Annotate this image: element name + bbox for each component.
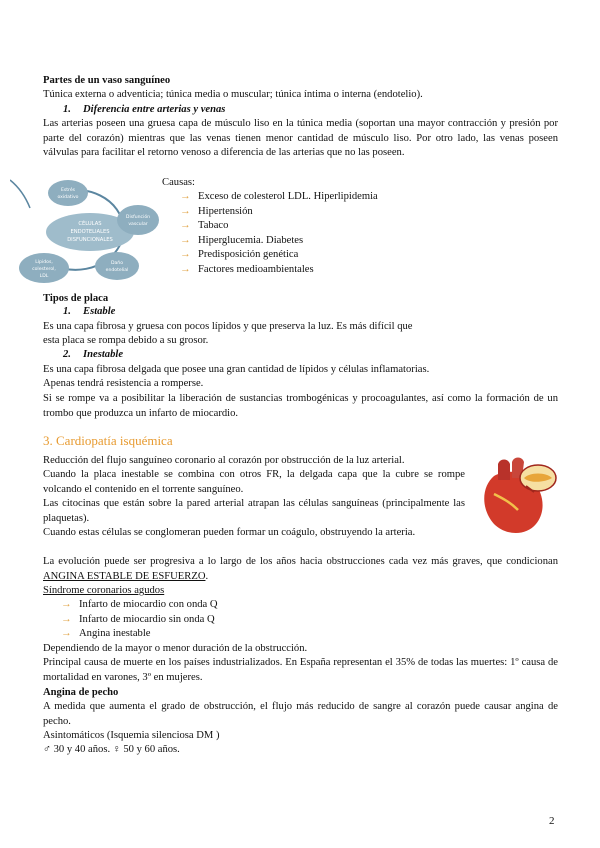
inestable-line-1: Es una capa fibrosa delgada que posee una gran cantidad de lípidos y células inflamatorias. <box>43 364 430 375</box>
bubble-top <box>48 180 88 206</box>
cardio-paragraph-2: Cuando la placa inestable se combina con otros FR, la delgada capa que la cubre se rompe volcando el contenido en el torrente sanguíneo. <box>43 469 465 495</box>
sindrome-list <box>43 598 558 642</box>
estable-title: Estable <box>83 306 116 317</box>
arrow-icon: → <box>180 263 191 275</box>
bubble-right-text-2: vascular <box>128 222 148 227</box>
arrow-icon: → <box>61 628 72 640</box>
endothelial-dysfunction-diagram <box>10 178 160 283</box>
sindrome-heading: Síndrome coronarios agudos <box>43 585 165 596</box>
estable-number: 1. <box>63 306 71 317</box>
placa-heading: Tipos de placa <box>43 293 109 304</box>
causa-text: Factores medioambientales <box>198 263 314 275</box>
heart-vessel <box>498 460 510 481</box>
causa-text: Hipertensión <box>198 205 253 217</box>
causa-item <box>162 263 462 278</box>
sindrome-text: Angina inestable <box>79 628 151 640</box>
estable-line-2: esta placa se rompa debido a su grosor. <box>43 335 209 346</box>
bubble-br-text-2: endotelial <box>105 268 129 273</box>
causa-item <box>162 190 462 205</box>
arrow-icon: → <box>180 249 191 261</box>
sindrome-item <box>43 598 558 613</box>
inestable-heading <box>43 348 558 363</box>
sindrome-text: Infarto de miocardio con onda Q <box>79 599 218 610</box>
vessel-parts-heading: Partes de un vaso sanguíneo <box>43 75 171 86</box>
bubble-top-text-1: Estrés <box>60 188 76 193</box>
bubble-bl-text-2: colesterol, <box>32 267 56 272</box>
causas-heading: Causas: <box>162 177 195 188</box>
cardio-line-1: Reducción del flujo sanguíneo coronario al corazón por obstrucción de la luz arterial. <box>43 455 405 466</box>
bubble-bl-text-3: LDL <box>39 274 49 279</box>
bubble-br-text-1: Daño <box>110 261 124 266</box>
arrow-icon: → <box>61 613 72 625</box>
dependiendo-text: Dependiendo de la mayor o menor duración de la obstrucción. <box>43 643 308 654</box>
estable-line-1: Es una capa fibrosa y gruesa con pocos lípidos y que preserva la luz. Es más difícil que <box>43 321 413 332</box>
arrow-icon: → <box>180 234 191 246</box>
bubble-right <box>117 205 159 235</box>
center-text-2: ENDOTELIALES <box>70 229 110 235</box>
arrow-icon: → <box>180 220 191 232</box>
causa-text: Predisposición genética <box>198 249 299 261</box>
vessel-parts-text: Túnica externa o adventicia; túnica media o muscular; túnica íntima o interna (endotelio). <box>43 89 423 100</box>
estable-heading <box>43 305 558 320</box>
asintomaticos-text: Asintomáticos (Isquemia silenciosa DM ) <box>43 730 220 741</box>
causa-item <box>162 219 462 234</box>
bubble-top-text-2: oxidativo <box>57 195 79 200</box>
causa-text: Tabaco <box>198 220 229 232</box>
diff-number: 1. <box>63 104 71 115</box>
arrow-icon: → <box>180 191 191 202</box>
arrow-icon: → <box>61 599 72 610</box>
heart-illustration <box>474 454 558 538</box>
connector-line <box>10 180 30 208</box>
bubble-bottom-right <box>95 252 139 280</box>
angina-paragraph: A medida que aumenta el grado de obstrucción, el flujo más reducido de sangre al corazón puede causar angina de pecho. <box>43 701 558 727</box>
inestable-line-2: Apenas tendrá resistencia a romperse. <box>43 378 204 389</box>
diff-paragraph: Las arterias poseen una gruesa capa de músculo liso en la túnica media (soportan una mayor contracción y presión por parte del corazón) mientras que las venas tienen menor cantidad de músculo liso. Por otro lado, las venas poseen válvulas para facilitar el retorno venoso a diferencia de las arterias que no las poseen. <box>43 118 558 159</box>
cardio-paragraph-3: Las citocinas que están sobre la pared arterial atrapan las células sanguíneas (principalmente las plaquetas). <box>43 498 465 524</box>
sindrome-item <box>43 613 558 628</box>
arrow-icon: → <box>180 205 191 217</box>
ages-text: ♂ 30 y 40 años. ♀ 50 y 60 años. <box>43 744 180 755</box>
sindrome-text: Infarto de miocardio sin onda Q <box>79 613 215 625</box>
inestable-paragraph: Si se rompe va a posibilitar la liberación de sustancias trombogénicas y procoagulantes, así como la formación de un trombo que produzca un infarto de miocardio. <box>43 393 558 419</box>
causas-list <box>162 190 462 278</box>
causa-text: Hiperglucemia. Diabetes <box>198 234 304 246</box>
angina-estable-term: ANGINA ESTABLE DE ESFUERZO <box>43 570 206 582</box>
inestable-title: Inestable <box>83 349 124 360</box>
bubble-right-text-1: Disfunción <box>125 215 151 220</box>
angina-heading: Angina de pecho <box>43 687 119 698</box>
causa-item <box>162 234 462 249</box>
sindrome-item <box>43 627 558 642</box>
causa-text: Exceso de colesterol LDL. Hiperlipidemia <box>198 191 378 202</box>
causa-item <box>162 248 462 263</box>
bubble-bl-text-1: Lípidos, <box>35 260 53 265</box>
cardio-paragraph-4: Cuando estas células se conglomeran pueden formar un coágulo, obstruyendo la arteria. <box>43 527 416 538</box>
cardio-paragraph-5 <box>43 555 558 584</box>
cardio-p5-text: La evolución puede ser progresiva a lo largo de los años hacia obstrucciones cada vez más graves, que condicionan <box>43 556 558 567</box>
center-text-1: CÉLULAS <box>78 221 102 227</box>
diff-heading <box>43 103 558 118</box>
causa-item <box>162 205 462 220</box>
cardio-title: 3. Cardiopatía isquémica <box>43 433 173 448</box>
inestable-number: 2. <box>63 349 71 360</box>
principal-causa-text: Principal causa de muerte en los países industrializados. En España representan el 35% de todas las muertes: 1º causa de mortalidad en varones, 3º en mujeres. <box>43 657 558 683</box>
diff-title: Diferencia entre arterias y venas <box>83 104 226 115</box>
cardio-p5-end: . <box>205 570 209 582</box>
center-text-3: DISFUNCIONALES <box>67 237 113 243</box>
page-number: 2 <box>549 815 555 827</box>
